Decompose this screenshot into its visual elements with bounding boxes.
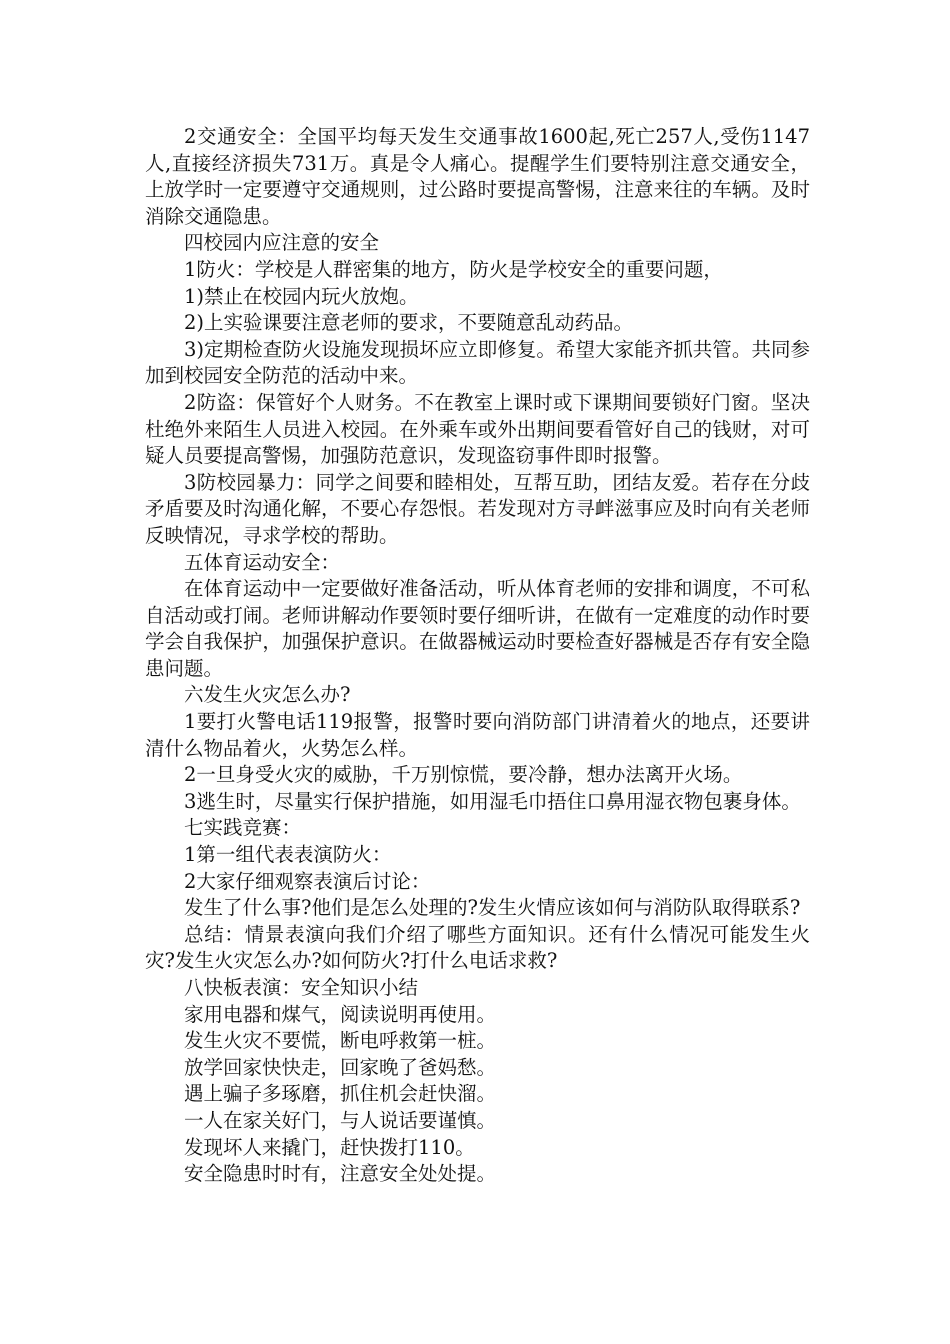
heading-clapper-talk: 八快板表演：安全知识小结	[184, 976, 419, 999]
paragraph-summary: 总结：情景表演向我们介绍了哪些方面知识。还有什么情况可能发生火灾?发生火灾怎么办?如何防火?打什么电话求救?	[145, 922, 810, 973]
paragraph-anti-violence: 3防校园暴力：同学之间要和睦相处，互帮互助，团结友爱。若存在分歧矛盾要及时沟通化解，不要心存怨恨。若发现对方寻衅滋事应及时向有关老师反映情况，寻求学校的帮助。	[145, 470, 810, 547]
heading-practice-contest: 七实践竞赛：	[184, 816, 302, 840]
heading-sports-safety: 五体育运动安全：	[184, 550, 341, 574]
verse-line-2: 发生火灾不要慌，断电呼救第一桩。	[184, 1029, 497, 1053]
paragraph-group-performance: 1第一组代表表演防火：	[184, 843, 392, 867]
paragraph-sports-safety: 在体育运动中一定要做好准备活动，听从体育老师的安排和调度，不可私自活动或打闹。老师讲解动作要领时要仔细听讲，在做有一定难度的动作时要学会自我保护，加强保护意识。在做器械运动时要检查好器械是否存有安全隐患问题。	[145, 577, 810, 680]
paragraph-fire-prevention: 1防火：学校是人群密集的地方，防火是学校安全的重要问题，	[184, 257, 723, 281]
heading-campus-safety: 四校园内应注意的安全	[184, 231, 380, 255]
heading-fire-response: 六发生火灾怎么办?	[184, 683, 351, 707]
verse-line-4: 遇上骗子多琢磨，抓住机会赶快溜。	[184, 1082, 497, 1106]
document-body	[145, 124, 810, 1188]
list-item-no-fireworks: 1)禁止在校园内玩火放炮。	[184, 284, 419, 308]
list-item-lab-rules: 2)上实验课要注意老师的要求，不要随意乱动药品。	[184, 311, 634, 335]
verse-line-3: 放学回家快快走，回家晚了爸妈愁。	[184, 1055, 497, 1079]
paragraph-call-119: 1要打火警电话119报警，报警时要向消防部门讲清着火的地点，还要讲清什么物品着火，火势怎么样。	[145, 710, 810, 760]
paragraph-discussion: 2大家仔细观察表演后讨论：	[184, 869, 431, 893]
paragraph-escape: 3逃生时，尽量实行保护措施，如用湿毛巾捂住口鼻用湿衣物包裹身体。	[184, 789, 801, 813]
verse-line-6: 发现坏人来撬门，赶快拨打110。	[184, 1135, 475, 1159]
verse-line-7: 安全隐患时时有，注意安全处处提。	[184, 1162, 497, 1186]
paragraph-traffic-safety: 2交通安全：全国平均每天发生交通事故1600起,死亡257人,受伤1147人,直接经济损失731万。真是令人痛心。提醒学生们要特别注意交通安全，上放学时一定要遵守交通规则，过公路时要提高警惕，注意来往的车辆。及时消除交通隐患。	[145, 125, 810, 228]
verse-line-1: 家用电器和煤气，阅读说明再使用。	[184, 1002, 497, 1026]
list-item-inspect-facilities: 3)定期检查防火设施发现损坏应立即修复。希望大家能齐抓共管。共同参加到校园安全防范的活动中来。	[145, 337, 810, 388]
paragraph-stay-calm: 2一旦身受火灾的威胁，千万别惊慌，要冷静，想办法离开火场。	[184, 763, 743, 787]
paragraph-questions: 发生了什么事?他们是怎么处理的?发生火情应该如何与消防队取得联系?	[184, 896, 801, 920]
paragraph-theft-prevention: 2防盗：保管好个人财务。不在教室上课时或下课期间要锁好门窗。坚决杜绝外来陌生人员进入校园。在外乘车或外出期间要看管好自己的钱财，对可疑人员要提高警惕，加强防范意识，发现盗窃事件即时报警。	[145, 390, 810, 468]
verse-line-5: 一人在家关好门，与人说话要谨慎。	[184, 1108, 497, 1132]
